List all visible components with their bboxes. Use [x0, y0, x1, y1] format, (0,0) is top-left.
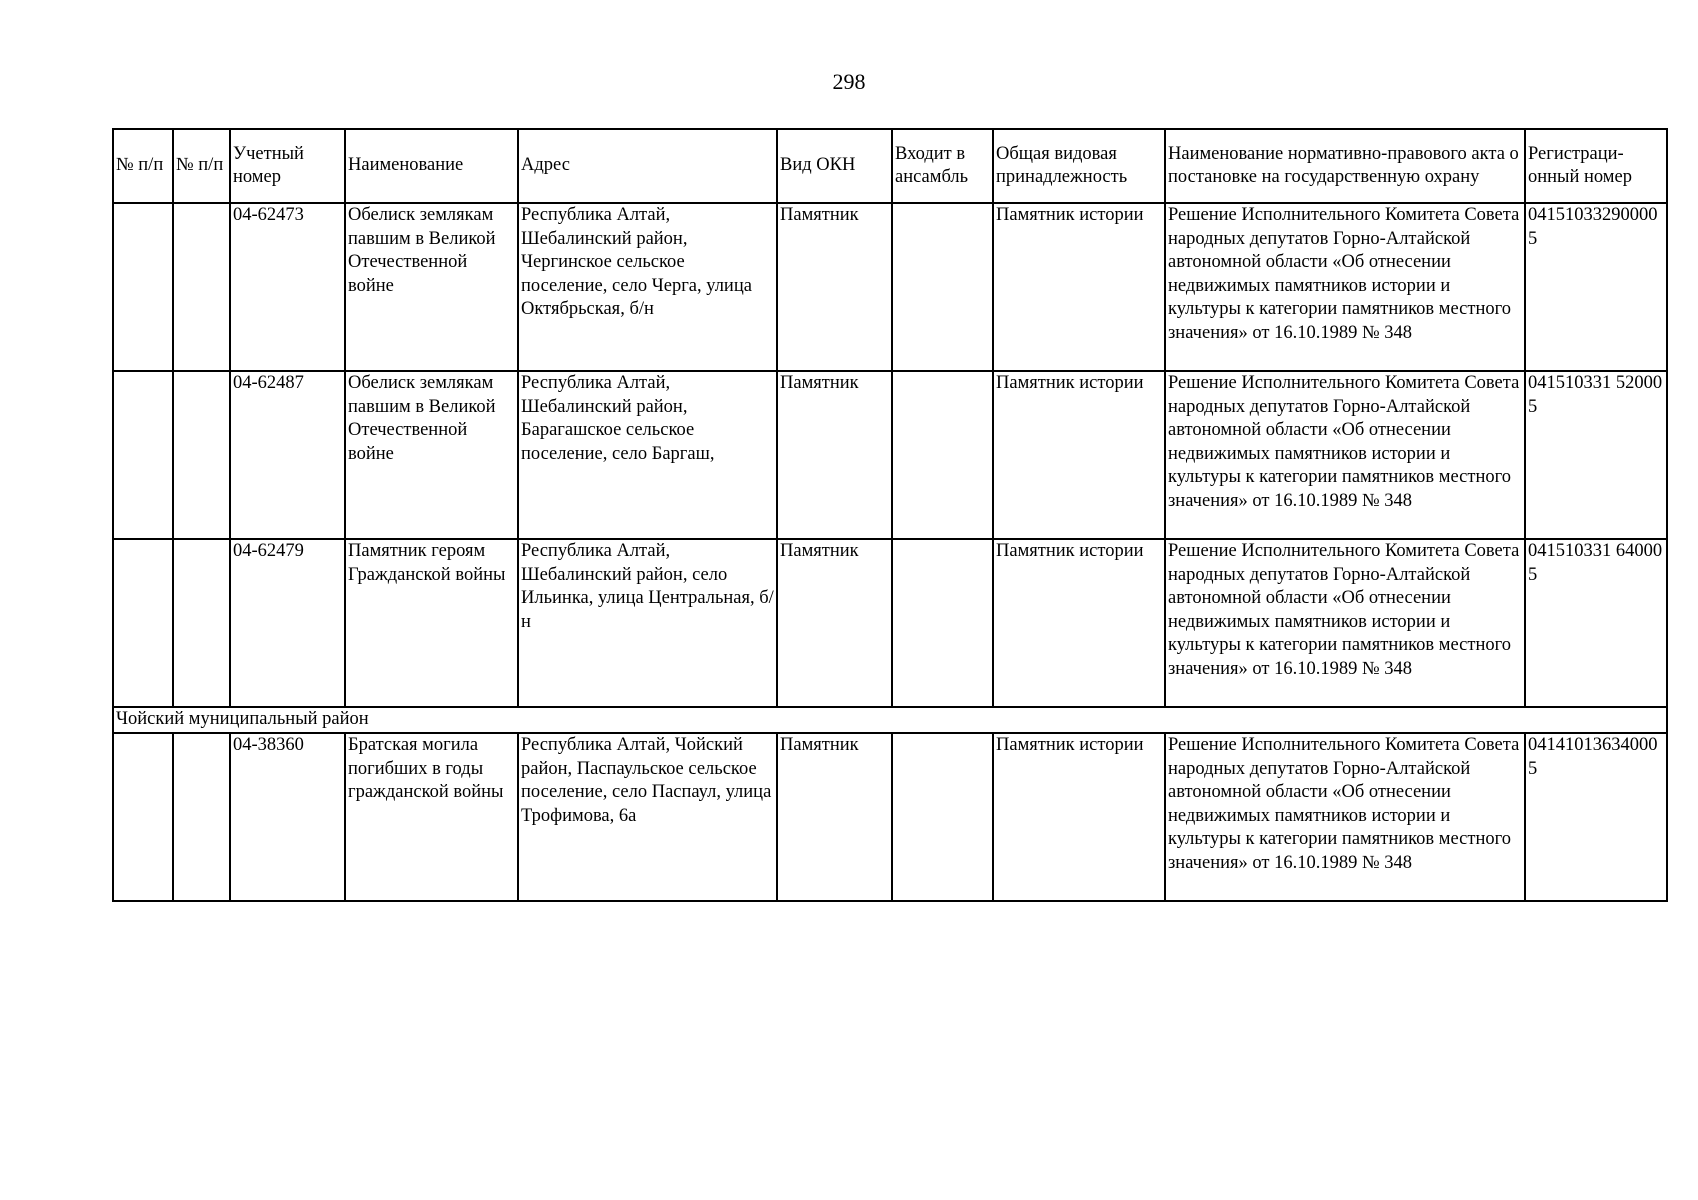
header-name: Наименование	[345, 129, 518, 203]
cell-okn-type: Памятник	[777, 733, 892, 901]
header-row	[113, 129, 1667, 203]
header-legal-act: Наименование нормативно-правового акта о постановке на государственную охрану	[1165, 129, 1525, 203]
cell-reg-number: 041410136340005	[1525, 733, 1667, 901]
table-row	[113, 371, 1667, 539]
cell-okn-type: Памятник	[777, 371, 892, 539]
header-num-1: № п/п	[113, 129, 173, 203]
cell-address: Республика Алтай, Шебалинский район, Чергинское сельское поселение, село Черга, улица Октябрьская, б/н	[518, 203, 777, 371]
cell-account-number: 04-62473	[230, 203, 345, 371]
header-ensemble: Входит в ансамбль	[892, 129, 993, 203]
cell-num-1	[113, 539, 173, 707]
cell-category: Памятник истории	[993, 733, 1165, 901]
monuments-table	[112, 128, 1668, 902]
cell-ensemble	[892, 539, 993, 707]
cell-num-1	[113, 203, 173, 371]
header-account-number: Учетный номер	[230, 129, 345, 203]
cell-legal-act: Решение Исполнительного Комитета Совета народных депутатов Горно-Алтайской автономной области «Об отнесении недвижимых памятников истории и культуры к категории памятников местного значения» от 16.10.1989 № 348	[1165, 371, 1525, 539]
cell-reg-number: 041510332900005	[1525, 203, 1667, 371]
table-row	[113, 203, 1667, 371]
cell-num-2	[173, 539, 230, 707]
cell-address: Республика Алтай, Чойский район, Паспаульское сельское поселение, село Паспаул, улица Трофимова, 6а	[518, 733, 777, 901]
cell-account-number: 04-38360	[230, 733, 345, 901]
cell-name: Обелиск землякам павшим в Великой Отечественной войне	[345, 203, 518, 371]
cell-num-1	[113, 733, 173, 901]
cell-okn-type: Памятник	[777, 203, 892, 371]
cell-legal-act: Решение Исполнительного Комитета Совета народных депутатов Горно-Алтайской автономной области «Об отнесении недвижимых памятников истории и культуры к категории памятников местного значения» от 16.10.1989 № 348	[1165, 539, 1525, 707]
cell-account-number: 04-62487	[230, 371, 345, 539]
header-category: Общая видовая принадлежность	[993, 129, 1165, 203]
cell-ensemble	[892, 733, 993, 901]
section-title: Чойский муниципальный район	[113, 707, 1667, 733]
section-row	[113, 707, 1667, 733]
table-row	[113, 733, 1667, 901]
cell-num-1	[113, 371, 173, 539]
cell-category: Памятник истории	[993, 203, 1165, 371]
header-okn-type: Вид ОКН	[777, 129, 892, 203]
cell-account-number: 04-62479	[230, 539, 345, 707]
cell-num-2	[173, 203, 230, 371]
cell-name: Памятник героям Гражданской войны	[345, 539, 518, 707]
cell-num-2	[173, 733, 230, 901]
header-reg-number: Регистраци-онный номер	[1525, 129, 1667, 203]
cell-name: Братская могила погибших в годы гражданской войны	[345, 733, 518, 901]
cell-ensemble	[892, 371, 993, 539]
cell-legal-act: Решение Исполнительного Комитета Совета народных депутатов Горно-Алтайской автономной области «Об отнесении недвижимых памятников истории и культуры к категории памятников местного значения» от 16.10.1989 № 348	[1165, 733, 1525, 901]
cell-legal-act: Решение Исполнительного Комитета Совета народных депутатов Горно-Алтайской автономной области «Об отнесении недвижимых памятников истории и культуры к категории памятников местного значения» от 16.10.1989 № 348	[1165, 203, 1525, 371]
cell-category: Памятник истории	[993, 371, 1165, 539]
cell-category: Памятник истории	[993, 539, 1165, 707]
cell-okn-type: Памятник	[777, 539, 892, 707]
cell-address: Республика Алтай, Шебалинский район, село Ильинка, улица Центральная, б/н	[518, 539, 777, 707]
cell-reg-number: 041510331 520005	[1525, 371, 1667, 539]
cell-reg-number: 041510331 640005	[1525, 539, 1667, 707]
page-number: 298	[832, 69, 866, 94]
cell-address: Республика Алтай, Шебалинский район, Барагашское сельское поселение, село Баргаш,	[518, 371, 777, 539]
cell-ensemble	[892, 203, 993, 371]
header-num-2: № п/п	[173, 129, 230, 203]
cell-name: Обелиск землякам павшим в Великой Отечественной войне	[345, 371, 518, 539]
header-address: Адрес	[518, 129, 777, 203]
table-row	[113, 539, 1667, 707]
cell-num-2	[173, 371, 230, 539]
